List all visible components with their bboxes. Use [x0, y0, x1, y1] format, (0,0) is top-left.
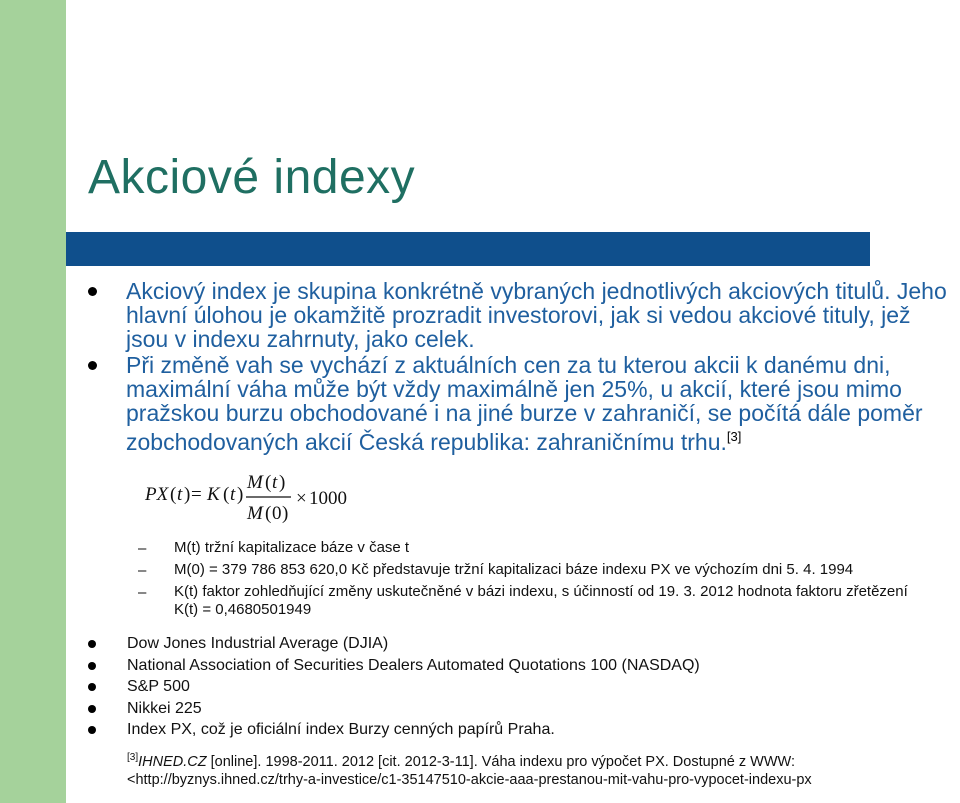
formula-equals: =	[191, 484, 202, 505]
bullet-dot-icon	[88, 361, 97, 370]
index-item-nasdaq	[86, 657, 946, 675]
main-bullet-list	[86, 279, 956, 456]
formula-num-open: (	[265, 472, 272, 493]
formula-k: K	[207, 484, 220, 505]
formula-factor: 1000	[309, 488, 347, 509]
footnote-source: IHNED.CZ	[138, 754, 207, 770]
formula-den-open: (	[265, 503, 272, 524]
definition-item	[130, 583, 930, 619]
formula-close-paren: )	[184, 484, 191, 505]
index-item-nikkei	[86, 700, 946, 718]
footnote-text: [online]. 1998-2011. 2012 [cit. 2012-3-11]. Váha indexu pro výpočet PX. Dostupné z WWW: <http://byznys.ihned.cz/trhy-a-investice/c1-35147510-akcie-aaa-prestanou-mit-vahu-pro-vypocet-indexu-px	[127, 754, 812, 788]
main-bullet-definition	[86, 279, 956, 351]
index-list	[86, 635, 946, 743]
formula-numerator-m: M	[247, 472, 263, 493]
formula-num-t: t	[272, 472, 278, 493]
index-item-sp500	[86, 678, 946, 696]
formula-t-2: t	[230, 484, 236, 505]
bullet-text: Akciový index je skupina konkrétně vybraných jednotlivých akciových titulů. Jeho hlavní úlohou je okamžitě prozradit investorovi, jak si vedou akciové tituly, jež jsou v indexu zahrnuty, jako celek.	[126, 278, 947, 352]
dash-marker: –	[138, 540, 147, 557]
bullet-dot-icon	[88, 287, 97, 296]
footnote-ref: [3]	[127, 752, 139, 763]
formula-times: ×	[296, 488, 307, 509]
index-item-text: S&P 500	[127, 678, 190, 695]
index-item-text: Dow Jones Industrial Average (DJIA)	[127, 635, 389, 652]
index-item-px	[86, 721, 946, 739]
definition-item	[130, 539, 930, 557]
index-item-djia	[86, 635, 946, 653]
main-bullet-weights	[86, 353, 956, 454]
formula-denominator-m: M	[247, 503, 263, 524]
bullet-dot-icon	[88, 726, 96, 734]
px-index-formula	[143, 468, 373, 526]
source-footnote	[127, 749, 927, 789]
formula-num-close: )	[279, 472, 286, 493]
formula-px: PX	[145, 484, 169, 505]
bullet-dot-icon	[88, 662, 96, 670]
bullet-text: Při změně vah se vychází z aktuálních cen za tu kterou akcii k danému dni, maximální váha může být vždy maximálně jen 25%, u akcií, které jsou mimo pražskou burzu obchodované i na jiné burze v zahraničí, se počítá dále poměr zobchodovaných akcií Česká republika: zahraničnímu trhu.	[126, 352, 923, 455]
formula-close-paren-2: )	[237, 484, 244, 505]
index-item-text: Nikkei 225	[127, 699, 202, 717]
formula-open-paren: (	[170, 484, 177, 505]
definitions-list	[130, 539, 930, 623]
reference-marker: [3]	[726, 429, 742, 444]
index-item-text: Index PX, což je oficiální index Burzy cenných papírů Praha.	[127, 721, 555, 738]
formula-den-zero: 0	[272, 503, 282, 524]
formula-open-paren-2: (	[223, 484, 230, 505]
bullet-dot-icon	[88, 640, 96, 648]
bullet-dot-icon	[88, 683, 96, 691]
index-item-text: National Association of Securities Dealers Automated Quotations 100 (NASDAQ)	[127, 656, 700, 674]
formula-den-close: )	[282, 503, 289, 524]
definition-text: M(0) = 379 786 853 620,0 Kč představuje tržní kapitalizaci báze indexu PX ve výchozím dni 5. 4. 1994	[174, 561, 854, 578]
title-underline-bar	[66, 232, 870, 266]
slide-title: Akciové indexy	[88, 151, 416, 204]
definition-item	[130, 561, 930, 579]
formula-t: t	[177, 484, 183, 505]
definition-text: K(t) faktor zohledňující změny uskutečněné v bázi indexu, s účinností od 19. 3. 2012 hodnota faktoru zřetězení K(t) = 0,4680501949	[174, 583, 908, 618]
definition-text: M(t) tržní kapitalizace báze v čase t	[174, 539, 410, 556]
green-left-stripe	[0, 232, 66, 803]
bullet-dot-icon	[88, 705, 96, 713]
dash-marker: –	[138, 562, 147, 579]
dash-marker: –	[138, 584, 147, 601]
